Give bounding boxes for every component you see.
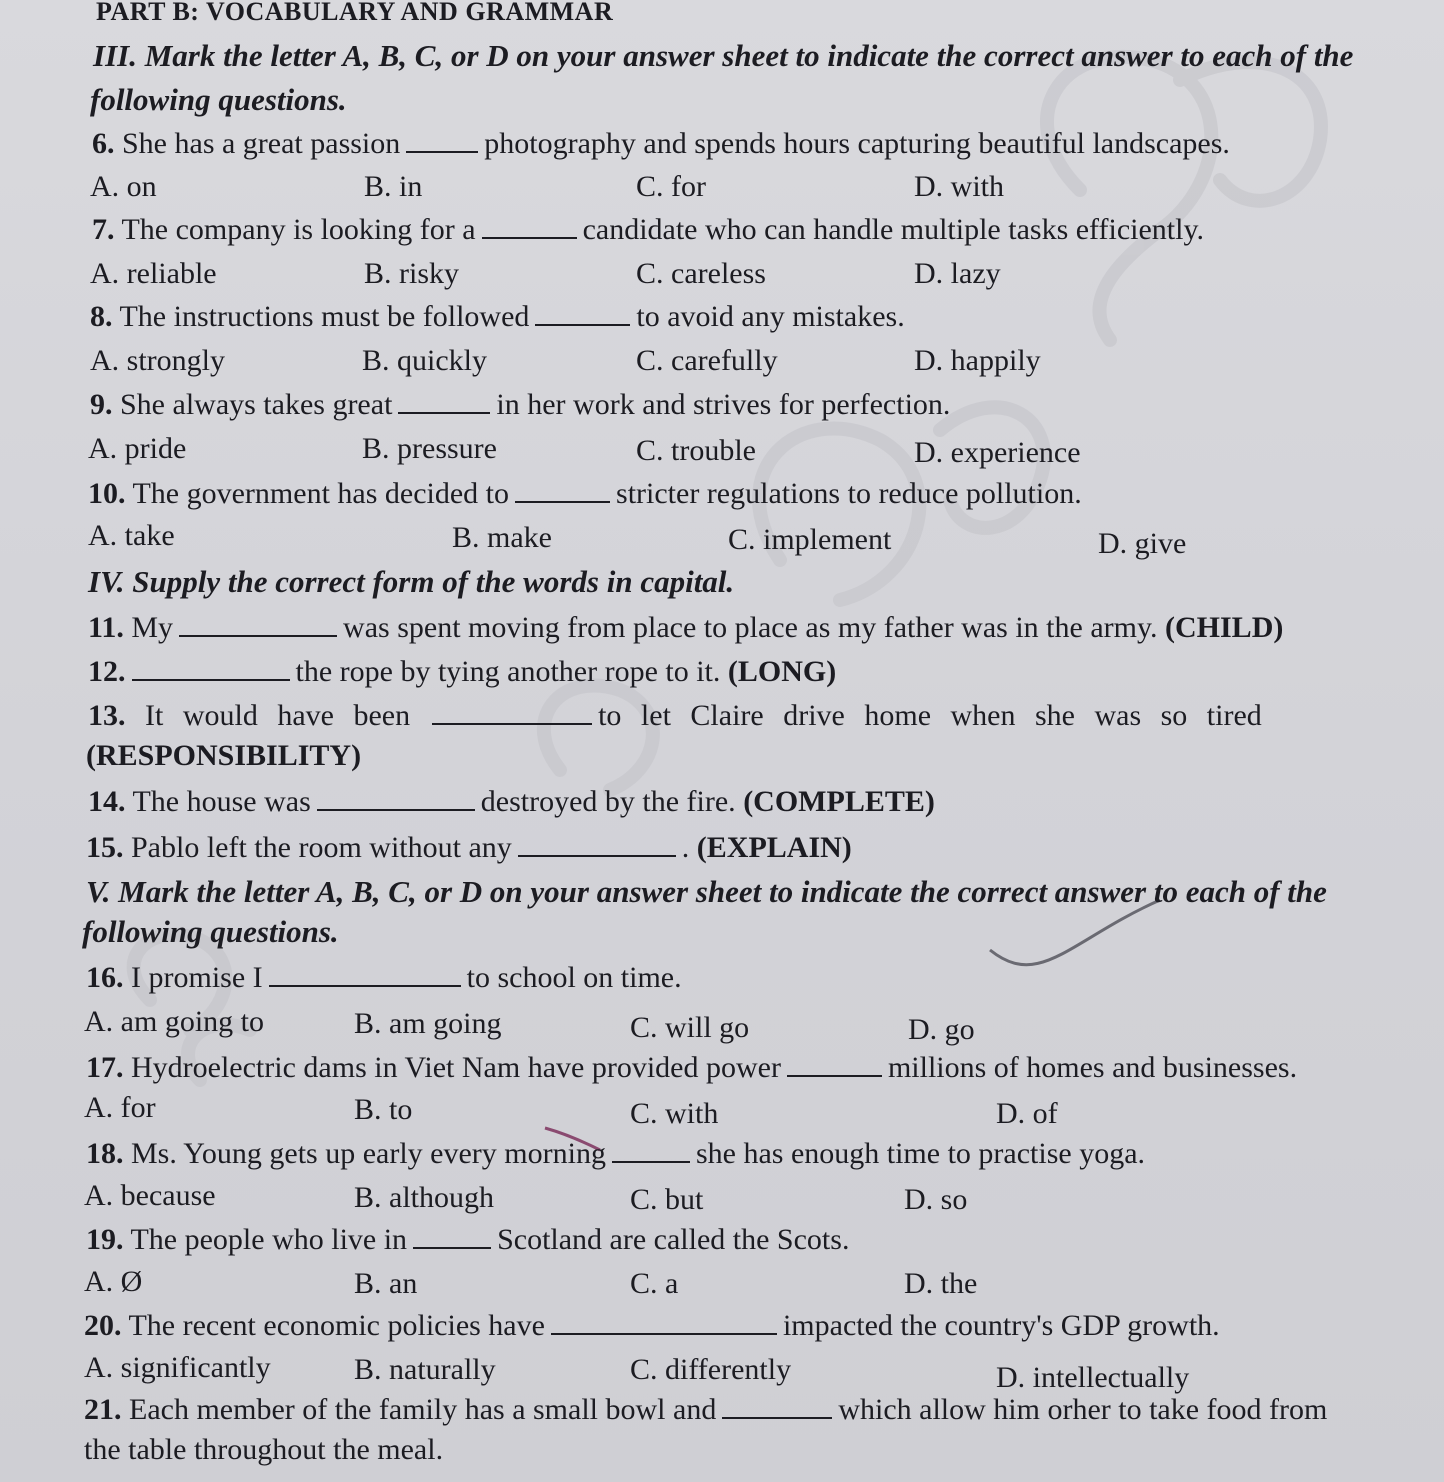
question-text: was spent moving from place to place as my father was in the army.: [343, 611, 1158, 644]
word-cue: (RESPONSIBILITY): [86, 739, 362, 772]
question-19: [86, 1222, 849, 1258]
answer-blank[interactable]: [518, 833, 676, 857]
question-text: to school on time.: [466, 961, 682, 994]
option-c[interactable]: C. will go: [630, 1011, 750, 1044]
option-a[interactable]: A. strongly: [90, 344, 225, 377]
question-text: It would have been: [145, 699, 411, 732]
option-c[interactable]: C. with: [630, 1097, 719, 1130]
question-7: [92, 212, 1204, 248]
answer-blank[interactable]: [132, 657, 290, 681]
question-number: 9.: [90, 388, 113, 421]
question-number: 17.: [86, 1051, 124, 1084]
section-3-heading-cont: following questions.: [90, 82, 347, 117]
question-text: Scotland are called the Scots.: [497, 1223, 850, 1256]
option-d[interactable]: D. lazy: [914, 257, 1001, 290]
option-b[interactable]: B. although: [354, 1181, 494, 1214]
question-6: [92, 126, 1230, 162]
question-text: to avoid any mistakes.: [636, 300, 905, 333]
option-c[interactable]: C. careless: [636, 257, 766, 290]
question-text: to let Claire drive home when she was so tired: [598, 699, 1262, 732]
answer-blank[interactable]: [722, 1395, 832, 1419]
question-number: 13.: [88, 699, 126, 732]
option-a[interactable]: A. Ø: [84, 1265, 143, 1298]
question-text: candidate who can handle multiple tasks efficiently.: [582, 213, 1205, 246]
question-number: 12.: [88, 655, 126, 688]
option-a[interactable]: A. pride: [88, 432, 187, 465]
question-14: [88, 784, 935, 820]
answer-blank[interactable]: [787, 1053, 882, 1077]
option-c[interactable]: C. for: [636, 170, 706, 203]
option-b[interactable]: B. to: [354, 1093, 413, 1126]
question-text: in her work and strives for perfection.: [496, 388, 951, 421]
question-number: 14.: [88, 785, 126, 818]
question-18: [86, 1136, 1145, 1172]
option-d[interactable]: D. with: [914, 170, 1004, 203]
answer-blank[interactable]: [535, 302, 630, 326]
answer-blank[interactable]: [482, 215, 577, 239]
question-text: The government has decided to: [132, 477, 510, 510]
part-title: PART B: VOCABULARY AND GRAMMAR: [96, 0, 614, 26]
question-number: 21.: [84, 1393, 122, 1426]
answer-blank[interactable]: [317, 787, 475, 811]
option-b[interactable]: B. in: [364, 170, 423, 203]
question-number: 19.: [86, 1223, 124, 1256]
question-text: .: [681, 831, 690, 864]
answer-blank[interactable]: [269, 963, 461, 987]
option-a[interactable]: A. significantly: [84, 1351, 271, 1384]
option-b[interactable]: B. pressure: [362, 432, 497, 465]
option-b[interactable]: B. naturally: [354, 1353, 496, 1386]
word-cue: (COMPLETE): [743, 785, 935, 818]
question-16: [86, 960, 682, 996]
word-cue: (CHILD): [1165, 611, 1284, 644]
question-10: [88, 476, 1082, 512]
option-c[interactable]: C. trouble: [636, 434, 756, 467]
option-d[interactable]: D. experience: [914, 436, 1081, 469]
option-d[interactable]: D. happily: [914, 344, 1041, 377]
question-text: she has enough time to practise yoga.: [695, 1137, 1146, 1170]
question-11: [88, 610, 1283, 646]
question-text: She has a great passion: [122, 127, 401, 160]
question-text: which allow him orher to take food from: [838, 1393, 1328, 1426]
answer-blank[interactable]: [398, 390, 490, 414]
option-d[interactable]: D. intellectually: [996, 1361, 1190, 1394]
question-20: [84, 1308, 1220, 1344]
question-number: 8.: [90, 300, 113, 333]
question-text: impacted the country's GDP growth.: [782, 1309, 1220, 1342]
option-a[interactable]: A. reliable: [90, 257, 217, 290]
option-b[interactable]: B. am going: [354, 1007, 502, 1040]
question-number: 18.: [86, 1137, 124, 1170]
question-number: 10.: [88, 477, 126, 510]
word-cue: (LONG): [727, 655, 837, 688]
option-c[interactable]: C. implement: [728, 523, 892, 556]
question-12: [88, 654, 836, 690]
answer-blank[interactable]: [515, 479, 610, 503]
section-5-heading-cont: following questions.: [82, 914, 339, 949]
question-text: Pablo left the room without any: [131, 831, 512, 864]
question-text: Each member of the family has a small bowl and: [129, 1393, 717, 1426]
question-text: The recent economic policies have: [128, 1309, 545, 1342]
option-c[interactable]: C. a: [630, 1267, 679, 1300]
section-3-heading: III. Mark the letter A, B, C, or D on your answer sheet to indicate the correct answer to each of the: [93, 38, 1354, 73]
option-a[interactable]: A. take: [88, 519, 175, 552]
question-text: My: [131, 611, 174, 644]
option-b[interactable]: B. quickly: [362, 344, 487, 377]
question-text: The company is looking for a: [121, 213, 476, 246]
option-a[interactable]: A. for: [84, 1091, 156, 1124]
question-text: the rope by tying another rope to it.: [295, 655, 721, 688]
word-cue: (EXPLAIN): [696, 831, 852, 864]
answer-blank[interactable]: [406, 129, 478, 153]
question-text: She always takes great: [120, 388, 393, 421]
question-number: 15.: [86, 831, 124, 864]
question-text: The people who live in: [130, 1223, 408, 1256]
option-b[interactable]: B. make: [452, 521, 552, 554]
question-text: millions of homes and businesses.: [887, 1051, 1298, 1084]
question-text: Ms. Young gets up early every morning: [131, 1137, 606, 1170]
answer-blank[interactable]: [179, 613, 337, 637]
question-number: 11.: [88, 611, 124, 644]
question-number: 6.: [92, 127, 115, 160]
answer-blank[interactable]: [551, 1311, 777, 1335]
option-c[interactable]: C. carefully: [636, 344, 778, 377]
option-d[interactable]: D. so: [904, 1183, 968, 1216]
option-a[interactable]: A. because: [84, 1179, 216, 1212]
question-9: [90, 387, 950, 423]
option-c[interactable]: C. but: [630, 1183, 704, 1216]
question-21: [84, 1392, 1327, 1428]
question-text: Hydroelectric dams in Viet Nam have provided power: [131, 1051, 781, 1084]
option-c[interactable]: C. differently: [630, 1353, 792, 1386]
option-d[interactable]: D. go: [908, 1013, 975, 1046]
question-text: stricter regulations to reduce pollution.: [616, 477, 1082, 510]
question-text: photography and spends hours capturing beautiful landscapes.: [484, 127, 1230, 160]
question-number: 16.: [86, 961, 124, 994]
question-8: [90, 299, 905, 335]
question-text: I promise I: [131, 961, 263, 994]
answer-blank[interactable]: [432, 701, 592, 725]
option-d[interactable]: D. the: [904, 1267, 978, 1300]
question-text: destroyed by the fire.: [480, 785, 736, 818]
option-b[interactable]: B. an: [354, 1267, 418, 1300]
option-b[interactable]: B. risky: [364, 257, 460, 290]
question-number: 7.: [92, 213, 115, 246]
question-text: The house was: [132, 785, 311, 818]
option-d[interactable]: D. of: [996, 1097, 1058, 1130]
option-a[interactable]: A. on: [90, 170, 157, 203]
option-d[interactable]: D. give: [1098, 527, 1187, 560]
answer-blank[interactable]: [612, 1139, 690, 1163]
question-17: [86, 1050, 1297, 1086]
answer-blank[interactable]: [413, 1225, 491, 1249]
question-number: 20.: [84, 1309, 122, 1342]
question-21-cont: the table throughout the meal.: [84, 1433, 444, 1466]
section-4-heading: IV. Supply the correct form of the words in capital.: [88, 564, 735, 599]
question-text: The instructions must be followed: [119, 300, 530, 333]
section-5-heading: V. Mark the letter A, B, C, or D on your answer sheet to indicate the correct answer to each of the: [86, 874, 1327, 909]
question-13: [88, 698, 1262, 734]
option-a[interactable]: A. am going to: [84, 1005, 264, 1038]
question-15: [86, 830, 852, 866]
